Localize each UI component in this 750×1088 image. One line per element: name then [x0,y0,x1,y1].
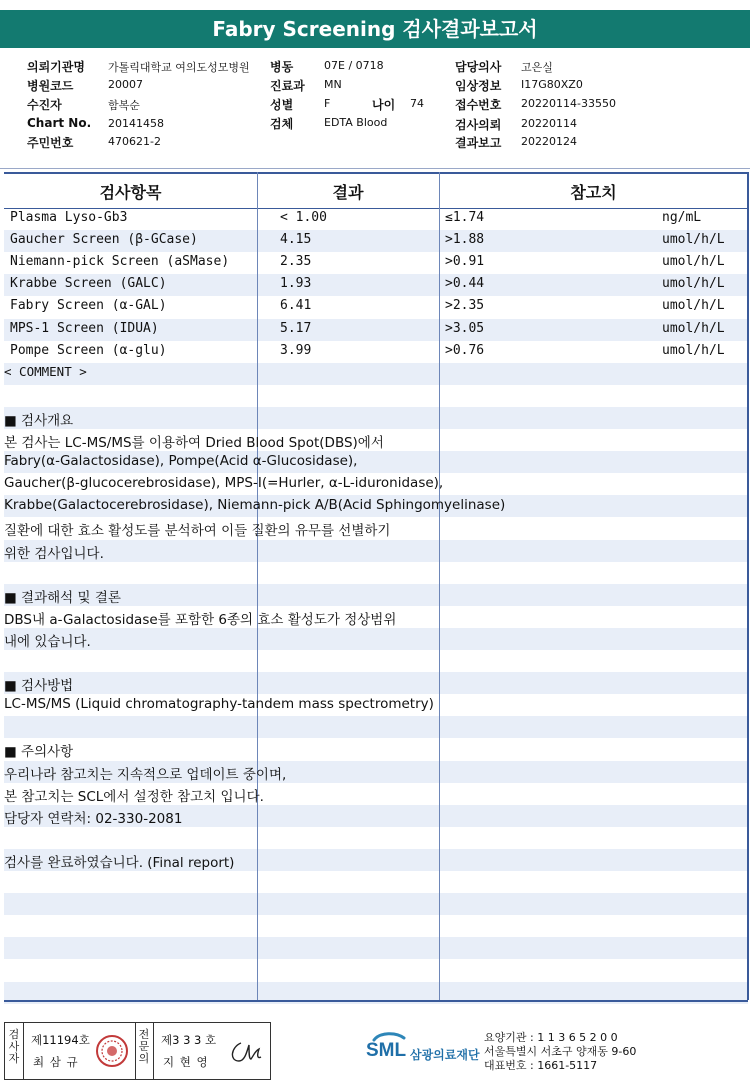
test-result-value: 6.41 [280,298,312,314]
comment-section-heading: ■ 검사방법 [4,678,74,695]
row-stripe [4,672,748,694]
specialist-license: 제3 3 3 호 [161,1033,217,1047]
comment-line: 담당자 연락처: 02-330-2081 [4,810,183,827]
specimen-label: 검체 [270,117,294,131]
age-label: 나이 [372,98,396,112]
test-result-value: 1.93 [280,276,312,292]
row-stripe [4,628,748,650]
chart-value: 20141458 [108,117,164,130]
reference-range: ≤1.74 [445,210,485,225]
hospital-value: 가톨릭대학교 여의도성모병원 [108,61,250,74]
row-stripe [4,959,748,981]
comment-line: 검사를 완료하였습니다. (Final report) [4,854,235,871]
row-stripe [4,915,748,937]
ward-label: 병동 [270,60,294,74]
row-stripe [4,407,748,429]
row-stripe [4,363,748,385]
comment-line: LC-MS/MS (Liquid chromatography-tandem mass spectrometry) [4,696,434,713]
hospital-label: 의뢰기관명 [27,60,85,74]
rrn-label: 주민번호 [27,136,74,150]
dept-value: MN [324,78,342,91]
reference-range: >3.05 [445,320,485,336]
doctor-label: 담당의사 [455,60,502,74]
report-title: Fabry Screening 검사결과보고서 [0,10,750,48]
col-header-item: 검사항목 [4,172,257,209]
code-label: 병원코드 [27,79,74,93]
comment-line: 질환에 대한 효소 활성도를 분석하여 이들 질환의 유무를 선별하기 [4,523,391,540]
test-item-name: Niemann-pick Screen (aSMase) [10,254,230,270]
institution-phone: 대표번호 : 1661-5117 [484,1059,598,1072]
patient-value: 함복순 [108,99,140,112]
row-stripe [4,738,748,760]
specimen-value: EDTA Blood [324,116,388,129]
signature-icon [227,1037,265,1067]
comment-line: DBS내 a-Galactosidase를 포함한 6종의 효소 활성도가 정상범위 [4,611,397,628]
test-result-value: 5.17 [280,320,312,336]
test-item-name: Pompe Screen (α-glu) [10,342,167,358]
reference-unit: umol/h/L [662,254,725,270]
sml-logo-text: SML [366,1040,407,1061]
comment-line: Gaucher(β-glucocerebrosidase), MPS-I(=Hurler, α-L-iduronidase), [4,475,444,492]
institution-info [484,1031,636,1073]
reference-range: >0.44 [445,276,485,292]
test-item-name: Krabbe Screen (GALC) [10,276,167,292]
examiner-license: 제11194호 [31,1033,90,1047]
test-result-value: 2.35 [280,254,312,270]
specialist-role-label: 전문의 [138,1028,150,1065]
row-stripe [4,893,748,915]
comment-section-heading: ■ 주의사항 [4,744,74,761]
sex-label: 성별 [270,98,294,112]
doctor-value: 고은실 [521,61,553,74]
receipt-value: 20220114-33550 [521,97,616,110]
examiner-name: 최 삼 규 [33,1055,79,1069]
comment-heading: < COMMENT > [4,364,87,379]
comment-line: 우리나라 참고치는 지속적으로 업데이트 중이며, [4,766,287,783]
test-result-value: 3.99 [280,342,312,358]
row-stripe [4,827,748,849]
patient-label: 수진자 [27,98,62,112]
test-item-name: Gaucher Screen (β-GCase) [10,232,198,248]
reference-unit: umol/h/L [662,276,725,292]
col-header-ref: 참고치 [439,172,748,209]
specialist-name: 지 현 영 [163,1055,209,1069]
test-result-value: 4.15 [280,232,312,248]
request-value: 20220114 [521,117,577,130]
table-bottom-border [4,1000,748,1002]
row-stripe [4,650,748,672]
test-item-name: Plasma Lyso-Gb3 [10,210,128,225]
report-date-label: 결과보고 [455,136,502,150]
row-stripe [4,937,748,959]
reference-unit: umol/h/L [662,342,725,358]
header-separator [0,168,750,169]
column-divider [257,172,258,1000]
row-stripe [4,716,748,738]
examiner-role-label: 검사자 [8,1028,20,1065]
clinical-label: 임상정보 [455,79,502,93]
test-item-name: MPS-1 Screen (IDUA) [10,320,159,336]
age-value: 74 [410,97,424,110]
reference-range: >2.35 [445,298,485,314]
lab-name: 삼광의료재단 [410,1048,480,1062]
reference-unit: umol/h/L [662,232,725,248]
comment-line: 본 검사는 LC-MS/MS를 이용하여 Dried Blood Spot(DBS)에서 [4,435,384,451]
reference-range: >1.88 [445,232,485,248]
institution-address: 서울특별시 서초구 양재동 9-60 [484,1045,637,1058]
comment-section-heading: ■ 검사개요 [4,412,74,429]
row-stripe [4,562,748,584]
chart-label: Chart No. [27,116,92,130]
test-item-name: Fabry Screen (α-GAL) [10,298,167,314]
institution-code: 요양기관 : 1 1 3 6 5 2 0 0 [484,1031,618,1044]
comment-line: 내에 있습니다. [4,633,91,650]
receipt-label: 접수번호 [455,98,502,112]
results-table [4,172,748,1002]
rrn-value: 470621-2 [108,135,161,148]
clinical-value: I17G80XZ0 [521,78,583,91]
dept-label: 진료과 [270,79,305,93]
reference-unit: umol/h/L [662,320,725,336]
row-stripe [4,385,748,407]
comment-line: Krabbe(Galactocerebrosidase), Niemann-pick A/B(Acid Sphingomyelinase) [4,497,506,514]
reference-range: >0.91 [445,254,485,270]
ward-value: 07E / 0718 [324,59,384,72]
comment-line: 위한 검사입니다. [4,545,104,562]
comment-line: Fabry(α-Galactosidase), Pompe(Acid α-Glucosidase), [4,453,358,470]
column-divider [439,172,440,1000]
sex-value: F [324,97,331,110]
reference-unit: ng/mL [662,210,702,225]
table-right-border [747,172,749,1000]
row-stripe [4,540,748,562]
comment-line: 본 참고치는 SCL에서 설정한 참고치 입니다. [4,788,264,805]
comment-section-heading: ■ 결과해석 및 결론 [4,589,121,606]
reference-unit: umol/h/L [662,298,725,314]
report-date-value: 20220124 [521,135,577,148]
col-header-result: 결과 [257,172,439,209]
reference-range: >0.76 [445,342,485,358]
report-header [0,54,750,154]
row-stripe [4,871,748,893]
signature-box [4,1022,271,1080]
request-label: 검사의뢰 [455,118,502,132]
seal-stamp-icon [95,1034,129,1068]
code-value: 20007 [108,78,143,91]
test-result-value: < 1.00 [280,210,327,225]
